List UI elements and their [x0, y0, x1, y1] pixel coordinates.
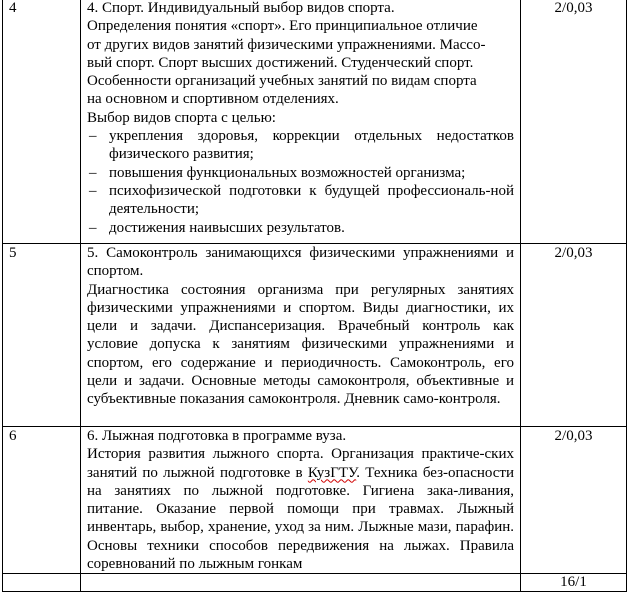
dash-bullet-icon: – — [89, 219, 97, 236]
hours-cell: 2/0,03 — [521, 244, 627, 427]
topic-title: 6. Лыжная подготовка в программе вуза. — [87, 428, 347, 444]
hours-cell: 2/0,03 — [521, 427, 627, 574]
table-row — [3, 427, 627, 574]
topic-line: от других видов занятий физическими упражнениями. Массо- — [87, 36, 486, 53]
row-number: 6 — [3, 427, 81, 574]
topic-line: на основном и спортивном отделениях. — [87, 91, 339, 108]
row-number: 5 — [3, 244, 81, 427]
total-hours: 16/1 — [521, 574, 627, 592]
table-row — [3, 244, 627, 427]
goal-list — [87, 127, 514, 237]
empty-cell — [3, 574, 81, 592]
spellcheck-marked-word: КузГТУ — [307, 464, 357, 481]
dash-bullet-icon: – — [89, 128, 97, 145]
row-number: 4 — [3, 0, 81, 244]
topic-body: История развития лыжного спорта. Организация практиче-ских занятий по лыжной подготовке в КузГТУ. Техника без-опасности на занятиях по лыжной подготовке. Гигиена зака-ливания, питание. Оказание первой помощи при травмах. Лыжный инвентарь, выбор, хранение, уход за ним. Лыжные мази, парафин. Основы техники способов передвижения на лыжах. Правила соревнований по лыжным гонкам — [87, 446, 514, 573]
list-item: – достижения наивысших результатов. — [89, 219, 345, 236]
dash-bullet-icon: – — [89, 164, 97, 181]
topic-cell — [81, 427, 521, 574]
empty-cell — [81, 574, 521, 592]
list-item: – повышения функциональных возможностей организма; — [89, 164, 466, 181]
topic-body: Диагностика состояния организма при регулярных занятиях физическими упражнениями и спортом. Виды диагностики, их цели и задачи. Диспансеризация. Врачебный контроль как условие допуска к занятиям физическими упражнениями и спортом, его содержание и периодичность. Самоконтроль, его цели и задачи. Основные методы самоконтроля, объективные и субъективные показания самоконтроля. Дневник само-контроля. — [87, 281, 514, 408]
topic-cell — [81, 0, 521, 244]
list-item: – психофизической подготовки к будущей профессиональ-ной деятельности; — [89, 182, 514, 218]
topic-line: Выбор видов спорта с целью: — [87, 109, 276, 126]
topic-line: Особенности организаций учебных занятий по видам спорта — [87, 73, 477, 90]
topic-title: 5. Самоконтроль занимающихся физическими упражнениями и спортом. — [87, 245, 514, 280]
syllabus-table — [2, 0, 627, 592]
topic-line: вый спорт. Спорт высших достижений. Студенческий спорт. — [87, 54, 474, 71]
dash-bullet-icon: – — [89, 182, 97, 199]
hours-cell: 2/0,03 — [521, 0, 627, 244]
topic-line: Определения понятия «спорт». Его принципиальное отличие — [87, 18, 478, 35]
total-row — [3, 574, 627, 592]
list-item: – укрепления здоровья, коррекции отдельных недостатков физического развития; — [89, 128, 514, 163]
topic-line: 4. Спорт. Индивидуальный выбор видов спорта. — [87, 0, 395, 16]
topic-cell — [81, 244, 521, 427]
table-row — [3, 0, 627, 244]
